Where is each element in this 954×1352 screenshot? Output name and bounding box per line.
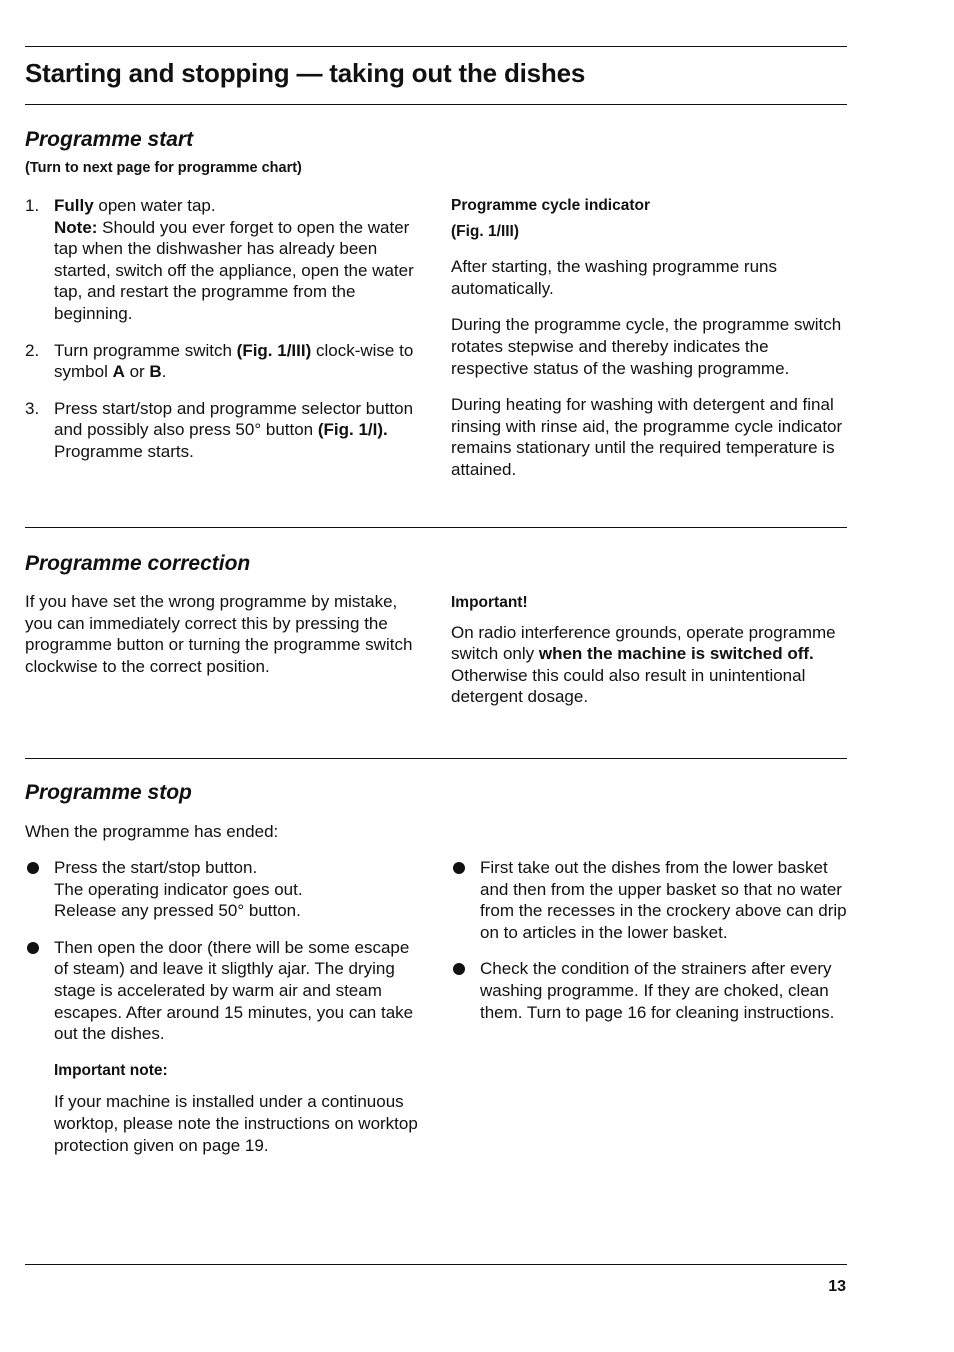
page-title: Starting and stopping — taking out the dishes bbox=[25, 58, 586, 88]
start-subheading: (Turn to next page for programme chart) bbox=[25, 160, 302, 176]
section-rule bbox=[25, 527, 847, 528]
bullet-icon bbox=[27, 942, 39, 954]
correction-text: If you have set the wrong programme by mistake, you can immediately correct this by pressing the programme button or turning the programme switch clockwise to the correct position. bbox=[25, 592, 413, 676]
bullet-item: Then open the door (there will be some escape of steam) and leave it sligthly ajar. The drying stage is accelerated by warm air and steam escapes. After around 15 minutes, you can take out the dishes. bbox=[25, 937, 425, 1045]
stop-left-column bbox=[25, 857, 425, 1156]
important-label: Important! bbox=[451, 594, 528, 611]
page-number: 13 bbox=[828, 1278, 846, 1295]
bullet-icon bbox=[453, 862, 465, 874]
indicator-paragraph: During the programme cycle, the programme switch rotates stepwise and thereby indicates the respective status of the washing programme. bbox=[451, 315, 842, 378]
cycle-indicator-column bbox=[451, 195, 847, 481]
step-1: 1. Fully open water tap. Note: Should you ever forget to open the water tap when the dishwasher has already been started, switch off the appliance, open the water tap, and restart the programme from the beginning. bbox=[25, 196, 414, 323]
important-note-text: If your machine is installed under a continuous worktop, please note the instructions on worktop protection given on page 19. bbox=[54, 1092, 418, 1155]
section-rule bbox=[25, 758, 847, 759]
top-rule bbox=[25, 46, 847, 47]
start-heading: Programme start bbox=[25, 128, 194, 151]
indicator-fig-ref: (Fig. 1/III) bbox=[451, 222, 520, 240]
bullet-icon bbox=[453, 963, 465, 975]
bottom-rule bbox=[25, 1264, 847, 1265]
indicator-heading: Programme cycle indicator bbox=[451, 197, 650, 214]
bullet-item: Check the condition of the strainers after every washing programme. If they are choked, clean them. Turn to page 16 for cleaning instructions. bbox=[451, 958, 847, 1023]
bullet-item: First take out the dishes from the lower basket and then from the upper basket so that no water from the recesses in the crockery above can drip on to articles in the lower basket. bbox=[451, 857, 847, 943]
bullet-icon bbox=[27, 862, 39, 874]
important-note-label: Important note: bbox=[54, 1061, 168, 1079]
title-rule bbox=[25, 104, 847, 105]
indicator-paragraph: After starting, the washing programme runs automatically. bbox=[451, 257, 777, 298]
stop-heading: Programme stop bbox=[25, 781, 192, 804]
important-text: On radio interference grounds, operate programme switch only when the machine is switched off. Otherwise this could also result in unintentional detergent dosage. bbox=[451, 622, 836, 707]
important-note bbox=[25, 1060, 425, 1156]
step-3: 3. Press start/stop and programme selector button and possibly also press 50° button (Fig. 1/I). Programme starts. bbox=[25, 398, 414, 461]
stop-intro: When the programme has ended: bbox=[25, 822, 279, 841]
indicator-paragraph: During heating for washing with detergent and final rinsing with rinse aid, the programme cycle indicator remains stationary until the required temperature is attained. bbox=[451, 395, 843, 479]
bullet-item: Press the start/stop button. The operating indicator goes out. Release any pressed 50° button. bbox=[25, 857, 425, 922]
important-column bbox=[451, 592, 847, 708]
stop-right-column bbox=[451, 857, 847, 1038]
start-steps bbox=[25, 195, 425, 478]
correction-heading: Programme correction bbox=[25, 552, 251, 575]
step-2: 2. Turn programme switch (Fig. 1/III) clock-wise to symbol A or B. bbox=[25, 340, 414, 382]
